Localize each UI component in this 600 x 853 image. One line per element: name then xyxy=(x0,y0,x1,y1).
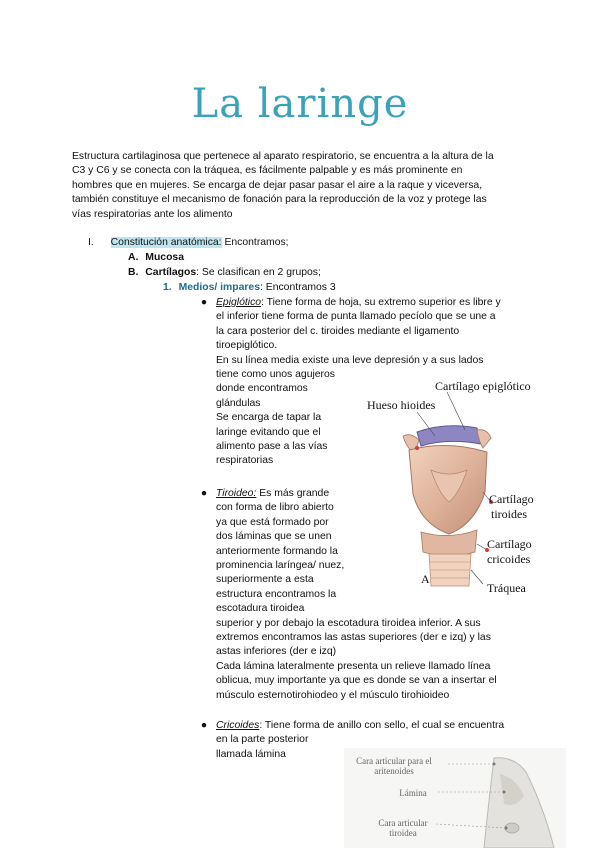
label-figure-letter: A xyxy=(421,572,430,586)
text-line: donde encontramos xyxy=(216,383,308,395)
intro-line: Estructura cartilaginosa que pertenece al aparato respiratorio, se encuentra a la altura de la xyxy=(72,151,494,162)
text-line: llamada lámina xyxy=(216,748,286,760)
text-line: Cada lámina lateralmente presenta un relieve llamado línea xyxy=(216,660,491,672)
section-heading xyxy=(111,237,222,248)
cricoid-figure xyxy=(344,748,566,848)
text-line: superior y por debajo la escotadura tiroidea inferior. A sus xyxy=(216,617,481,629)
hyoid-bone-shape xyxy=(417,426,481,446)
label-traquea: Tráquea xyxy=(487,581,526,595)
label-hueso-hioides: Hueso hioides xyxy=(367,398,436,412)
text-line: estructura encontramos la xyxy=(216,588,337,600)
term-tiroideo: Tiroideo: xyxy=(216,488,257,499)
label-cara-articular-tiroidea-1: Cara articular xyxy=(378,818,428,828)
item-A xyxy=(128,251,184,265)
section-text: Encontramos; xyxy=(221,237,289,248)
item-text: : Se clasifican en 2 grupos; xyxy=(196,267,321,278)
item-marker: B. xyxy=(128,267,139,278)
text-line: músculo esternotirohiodeo y el músculo tirohioideo xyxy=(216,689,450,701)
item-B xyxy=(128,266,321,280)
label-cara-articular-tiroidea-2: tiroidea xyxy=(389,828,417,838)
label-cartilago-cricoides-1: Cartílago xyxy=(487,537,532,551)
item-text: : Encontramos 3 xyxy=(259,282,336,293)
section-label: Constitución anatómica: xyxy=(110,237,222,248)
intro-line: vías respiratorias ante los alimento xyxy=(72,208,233,220)
label-cartilago-tiroides-2: tiroides xyxy=(491,507,527,521)
section-marker: I. xyxy=(88,237,94,248)
text-line: : Tiene forma de anillo con sello, el cual se encuentra xyxy=(259,720,505,731)
text-line: En su línea media existe una leve depresión y a sus lados xyxy=(216,354,484,366)
text-line: extremos encontramos las astas superiores (der e izq) y las xyxy=(216,632,491,644)
text-line: prominencia laríngea/ nuez, xyxy=(216,560,345,572)
item-marker: A. xyxy=(128,252,139,263)
item-label: Mucosa xyxy=(145,252,184,263)
text-line: tiroepiglótico. xyxy=(216,340,278,352)
text-line: : Tiene forma de hoja, su extremo superior es libre y xyxy=(261,297,501,308)
text-line: laringe evitando que el xyxy=(216,426,321,438)
intro-line: hombres que en mujeres. Se encarga de dejar pasar pasar el aire a la raque y viceversa, xyxy=(72,179,483,191)
item-1 xyxy=(163,281,336,295)
bullet-tiroideo: ● xyxy=(200,488,208,499)
text-line: astas inferiores (der e izq) xyxy=(216,646,337,658)
text-line: ya que está formado por xyxy=(216,516,329,528)
text-line: oblicua, muy importante ya que es donde se van a insertar el xyxy=(216,675,497,687)
text-line: en la parte posterior xyxy=(216,734,309,746)
larynx-figure xyxy=(355,374,545,600)
text-line: escotadura tiroidea xyxy=(216,603,305,615)
intro-paragraph xyxy=(72,150,532,222)
bullet-cricoides: ● xyxy=(200,720,208,731)
text-line: anteriormente formando la xyxy=(216,545,338,557)
term-cricoides: Cricoides xyxy=(216,720,260,731)
section-I xyxy=(88,236,289,250)
label-lamina: Lámina xyxy=(399,788,427,798)
intro-line: también constituye el mecanismo de fonación para la reproducción de la voz y protege las xyxy=(72,194,487,206)
label-cara-articular-aritenoides-2: aritenoides xyxy=(374,766,414,776)
text-line: Es más grande xyxy=(256,488,330,499)
label-cartilago-epiglotico: Cartílago epiglótico xyxy=(435,379,531,393)
text-line: Se encarga de tapar la xyxy=(216,412,322,424)
page-title: La laringe xyxy=(191,81,409,127)
text-line: el inferior tiene forma de punta llamado pecíolo que se une a xyxy=(216,311,496,323)
label-cartilago-cricoides-2: cricoides xyxy=(487,552,531,566)
label-cara-articular-aritenoides-1: Cara articular para el xyxy=(356,756,432,766)
text-line: con forma de libro abierto xyxy=(216,502,334,514)
text-line: alimento pase a las vías xyxy=(216,441,328,453)
text-line: tiene como unos agujeros xyxy=(216,369,335,381)
text-line: respiratorias xyxy=(216,455,274,467)
term-epiglotico: Epiglótico xyxy=(216,297,262,308)
item-label: Cartílagos xyxy=(145,267,197,278)
text-line: superiormente a esta xyxy=(216,574,314,586)
item-label: Medios/ impares xyxy=(178,282,260,293)
label-cartilago-tiroides-1: Cartílago xyxy=(489,492,534,506)
intro-line: C3 y C6 y se conecta con la tráquea, es fácilmente palpable y es más prominente en xyxy=(72,165,463,177)
bullet-epiglotico: ● xyxy=(200,297,208,308)
item-marker: 1. xyxy=(163,282,172,293)
text-line: dos láminas que se unen xyxy=(216,531,332,543)
text-line: la cara posterior del c. tiroides mediante el ligamento xyxy=(216,325,460,337)
text-line: glándulas xyxy=(216,397,261,409)
